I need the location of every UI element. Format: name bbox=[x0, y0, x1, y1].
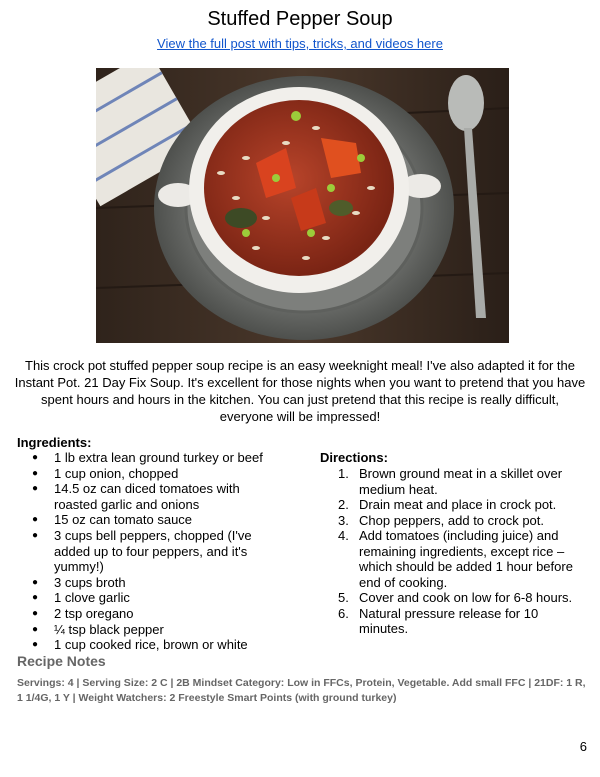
step-text: Natural pressure release for 10 minutes. bbox=[359, 605, 539, 636]
list-item: ● 14.5 oz can diced tomatoes with roasted garlic and onions bbox=[32, 481, 282, 512]
step-text: Cover and cook on low for 6-8 hours. bbox=[359, 590, 573, 605]
direction-step bbox=[338, 590, 590, 606]
step-text: Add tomatoes (including juice) and remaining ingredients, except rice – which should be added 1 hour before end of cooking. bbox=[359, 528, 573, 590]
recipe-notes-heading: Recipe Notes bbox=[17, 653, 106, 669]
step-text: Chop peppers, add to crock pot. bbox=[359, 512, 545, 528]
page-number: 6 bbox=[579, 739, 587, 754]
list-item: ● 1 clove garlic bbox=[32, 590, 282, 606]
list-item: ● 3 cups broth bbox=[32, 575, 282, 591]
list-item: ● 2 tsp oregano bbox=[32, 606, 282, 622]
recipe-notes-body: Servings: 4 | Serving Size: 2 C | 2B Mindset Category: Low in FFCs, Protein, Vegetable. Add small FFC | 21DF: 1 R, 1 1/4G, 1 Y | Weight Watchers: 2 Freestyle Smart Points (with ground turkey) bbox=[17, 677, 586, 704]
step-text: Drain meat and place in crock pot. bbox=[359, 497, 557, 512]
soup-bowl-illustration bbox=[96, 68, 509, 343]
ingredients-list bbox=[32, 450, 282, 653]
recipe-intro: This crock pot stuffed pepper soup recipe is an easy weeknight meal! I've also adapted it for the Instant Pot. 21 Day Fix Soup. It's excellent for those nights when you want to pretend that you have spent hours and hours in the kitchen. You can just pretend that this recipe is really difficult, everyone will be impressed! bbox=[14, 358, 586, 424]
list-item: ● 1 cup cooked rice, brown or white bbox=[32, 637, 282, 653]
direction-step bbox=[338, 528, 590, 590]
step-number: 2. bbox=[338, 497, 349, 512]
direction-step bbox=[338, 466, 590, 497]
direction-step bbox=[338, 513, 590, 529]
recipe-title: Stuffed Pepper Soup bbox=[207, 8, 393, 30]
step-text: Brown ground meat in a skillet over medium heat. bbox=[359, 466, 563, 497]
ingredients-heading: Ingredients: bbox=[17, 435, 92, 450]
step-number: 3. bbox=[338, 512, 349, 528]
directions-heading: Directions: bbox=[320, 450, 388, 465]
full-post-link[interactable]: View the full post with tips, tricks, and videos here bbox=[157, 36, 443, 51]
step-number: 6. bbox=[338, 605, 349, 621]
step-number: 4. bbox=[338, 528, 349, 543]
direction-step bbox=[338, 497, 590, 513]
directions-list bbox=[338, 466, 590, 637]
step-number: 1. bbox=[338, 466, 349, 481]
list-item: ● 1 lb extra lean ground turkey or beef bbox=[32, 450, 282, 466]
list-item: ● 3 cups bell peppers, chopped (I've added up to four peppers, and it's yummy!) bbox=[32, 528, 282, 575]
list-item: ● ¼ tsp black pepper bbox=[32, 622, 282, 638]
list-item: ● 15 oz can tomato sauce bbox=[32, 512, 282, 528]
direction-step bbox=[338, 606, 590, 637]
step-number: 5. bbox=[338, 590, 349, 605]
list-item: ● 1 cup onion, chopped bbox=[32, 466, 282, 482]
soup-photo bbox=[96, 68, 509, 343]
